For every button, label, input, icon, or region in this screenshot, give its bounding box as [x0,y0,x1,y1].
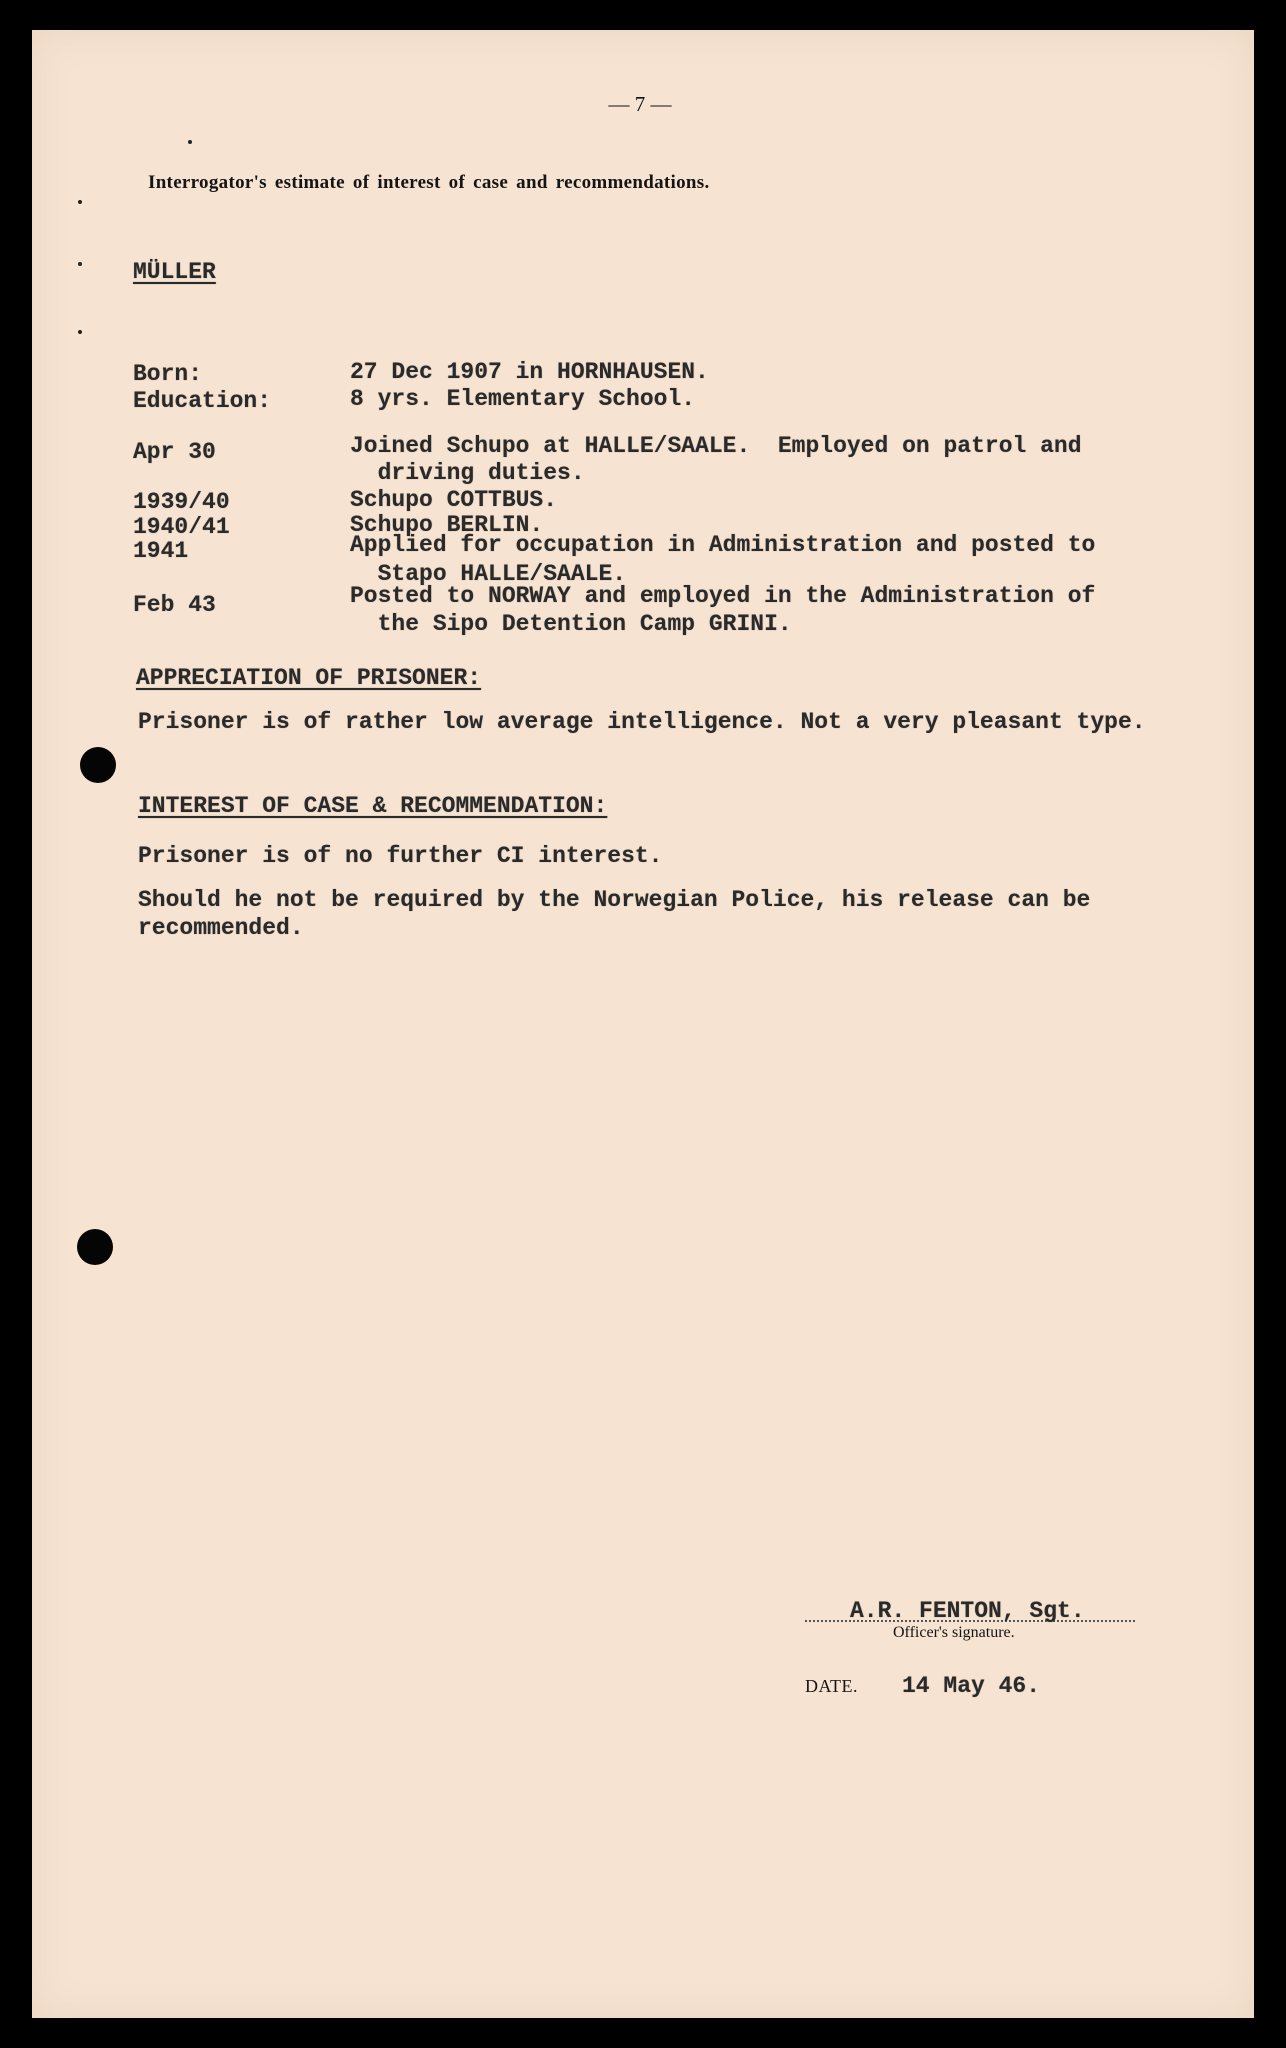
education-label: Education: [133,388,272,414]
document-page [32,30,1254,2018]
appreciation-heading: APPRECIATION OF PRISONER: [136,665,482,691]
career-date: 1941 [133,538,189,564]
career-entry: Applied for occupation in Administration and posted to [350,532,1096,558]
signature-caption: Officer's signature. [893,1624,1015,1641]
subject-name: MÜLLER [133,259,216,285]
ink-speck [188,140,192,144]
career-entry-cont: driving duties. [350,460,585,486]
page-number: — 7 — [608,92,672,116]
born-value: 27 Dec 1907 in HORNHAUSEN. [350,359,709,385]
career-date: Apr 30 [133,439,216,465]
punch-hole [77,1229,113,1265]
date-label: DATE. [805,1676,858,1696]
punch-hole [80,747,116,783]
career-entry-cont: the Sipo Detention Camp GRINI. [350,611,792,637]
interest-paragraph: Should he not be required by the Norwegian Police, his release can be recommended. [138,887,1091,941]
form-heading: Interrogator's estimate of interest of case and recommendations. [148,172,710,193]
career-date: 1940/41 [133,514,230,540]
education-value: 8 yrs. Elementary School. [350,386,696,412]
interest-paragraph: Prisoner is of no further CI interest. [138,843,663,869]
ink-speck [78,200,82,204]
officer-signature: A.R. FENTON, Sgt. [850,1598,1085,1624]
born-label: Born: [133,361,203,387]
appreciation-text: Prisoner is of rather low average intelligence. Not a very pleasant type. [138,709,1146,735]
career-date: Feb 43 [133,592,216,618]
career-entry: Schupo COTTBUS. [350,487,558,513]
career-date: 1939/40 [133,489,230,515]
career-entry: Joined Schupo at HALLE/SAALE. Employed on patrol and [350,433,1082,459]
interest-heading: INTEREST OF CASE & RECOMMENDATION: [138,793,608,819]
date-value: 14 May 46. [902,1673,1041,1699]
career-entry: Schupo BERLIN. [350,512,544,538]
career-entry: Posted to NORWAY and employed in the Administration of [350,583,1096,609]
ink-speck [78,262,82,266]
career-entry-cont: Stapo HALLE/SAALE. [350,561,627,587]
ink-speck [78,330,82,334]
